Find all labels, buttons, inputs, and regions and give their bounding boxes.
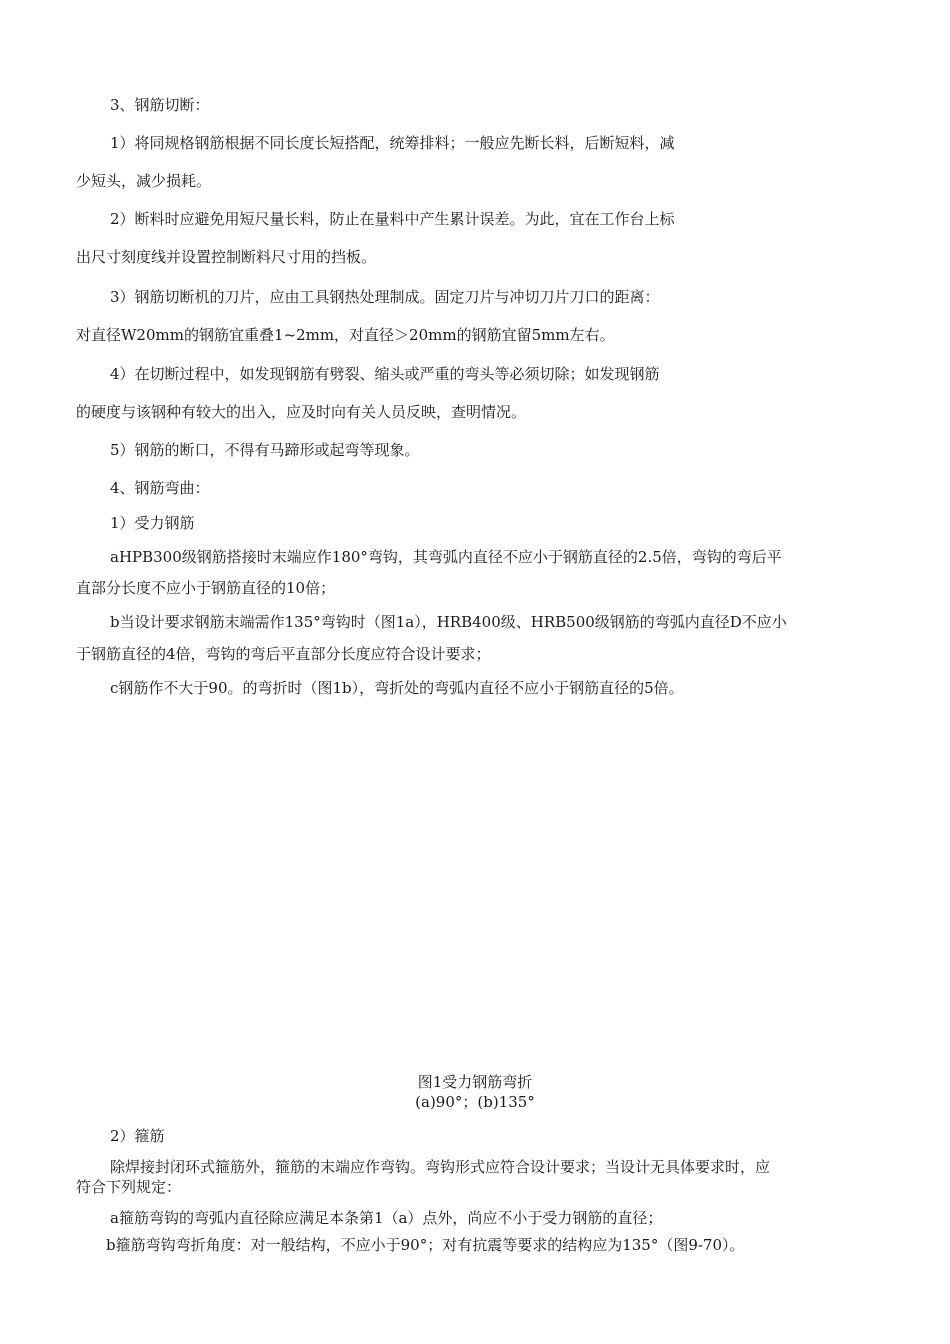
stirrup-paragraph-line2: 符合下列规定：	[76, 1178, 182, 1196]
section4-item-a-line2: 直部分长度不应小于钢筋直径的10倍；	[76, 579, 336, 597]
section4-item-a-line1: aHPB300级钢筋搭接时末端应作180°弯钩，其弯弧内直径不应小于钢筋直径的2.5倍，弯钩的弯后平	[110, 548, 782, 566]
section3-heading: 3、钢筋切断：	[110, 96, 210, 114]
section3-item5: 5）钢筋的断口，不得有马蹄形或起弯等现象。	[110, 441, 420, 459]
section3-item1-line1: 1）将同规格钢筋根据不同长度长短搭配，统筹排料；一般应先断长料，后断短料，减	[110, 134, 675, 152]
section3-item2-line2: 出尺寸刻度线并设置控制断料尺寸用的挡板。	[76, 248, 377, 266]
figure-caption: 图1受力钢筋弯折	[417, 1073, 533, 1091]
section4-subheading: 1）受力钢筋	[110, 514, 195, 532]
section3-item4-line2: 的硬度与该钢种有较大的出入，应及时向有关人员反映，查明情况。	[76, 403, 527, 421]
section3-item3-line1: 3）钢筋切断机的刀片，应由工具钢热处理制成。固定刀片与冲切刀片刀口的距离：	[110, 288, 660, 306]
section3-item1-line2: 少短头，减少损耗。	[76, 172, 212, 190]
section3-item3-line2: 对直径W20mm的钢筋宜重叠1~2mm，对直径＞20mm的钢筋宜留5mm左右。	[76, 326, 615, 344]
section4-item-b-line1: b当设计要求钢筋末端需作135°弯钩时（图1a），HRB400级、HRB500级钢筋的弯弧内直径D不应小	[110, 613, 787, 631]
section3-item4-line1: 4）在切断过程中，如发现钢筋有劈裂、缩头或严重的弯头等必须切除；如发现钢筋	[110, 365, 660, 383]
stirrup-paragraph-line1: 除焊接封闭环式箍筋外，箍筋的末端应作弯钩。弯钩形式应符合设计要求；当设计无具体要求时，应	[110, 1158, 771, 1176]
section3-item2-line1: 2）断料时应避免用短尺量长料，防止在量料中产生累计误差。为此，宜在工作台上标	[110, 210, 675, 228]
stirrup-item-b: b箍筋弯钩弯折角度：对一般结构，不应小于90°；对有抗震等要求的结构应为135°（图9-70）。	[106, 1236, 745, 1254]
stirrup-item-a: a箍筋弯钩的弯弧内直径除应满足本条第1（a）点外，尚应不小于受力钢筋的直径；	[110, 1209, 663, 1227]
stirrup-heading: 2）箍筋	[110, 1127, 165, 1145]
section4-heading: 4、钢筋弯曲：	[110, 479, 210, 497]
figure-subcaption: (a)90°；(b)135°	[415, 1093, 535, 1111]
section4-item-c: c钢筋作不大于90。的弯折时（图1b），弯折处的弯弧内直径不应小于钢筋直径的5倍。	[110, 679, 684, 697]
section4-item-b-line2: 于钢筋直径的4倍，弯钩的弯后平直部分长度应符合设计要求；	[76, 645, 491, 663]
